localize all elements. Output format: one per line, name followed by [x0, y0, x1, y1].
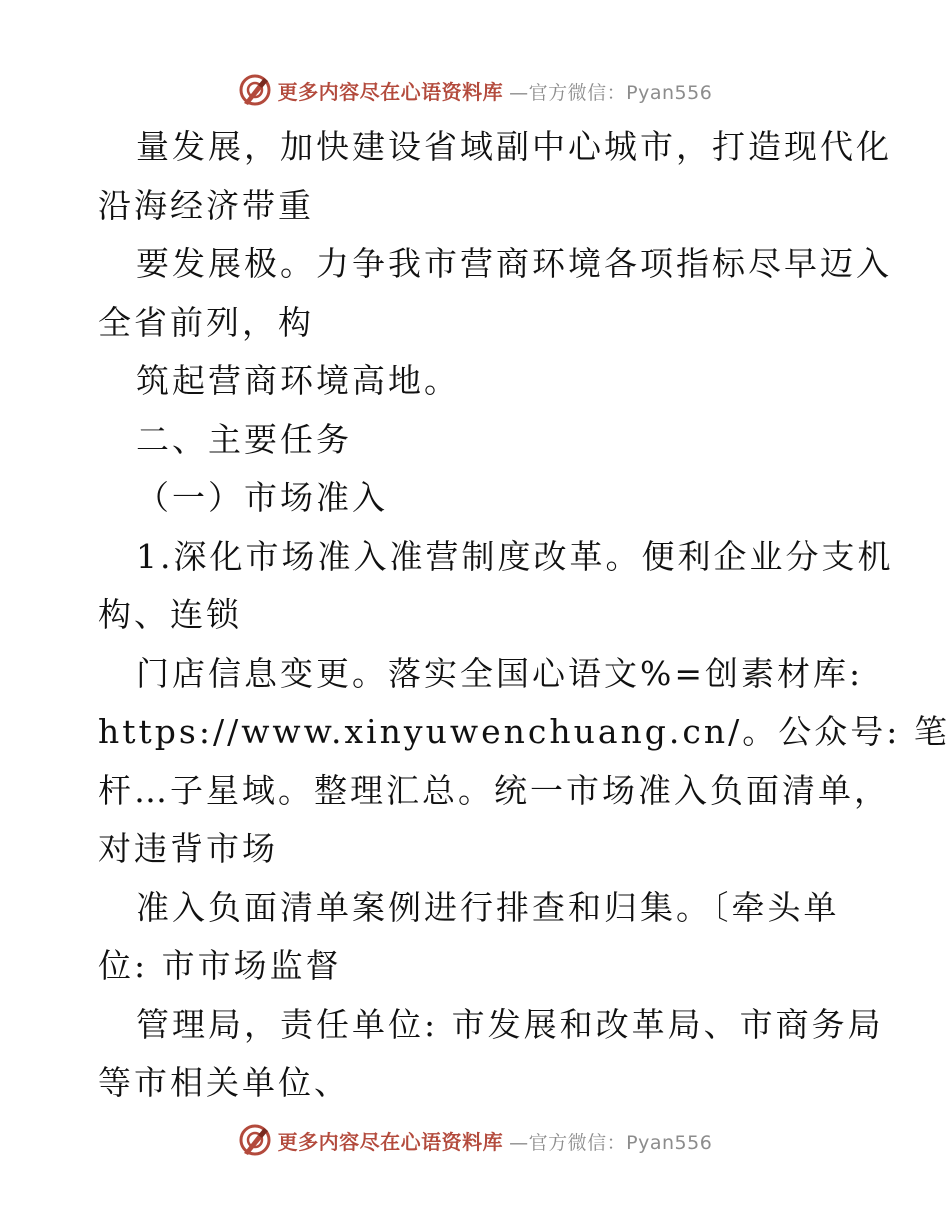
pen-logo-icon	[238, 73, 272, 107]
text-line: 要发展极。力争我市营商环境各项指标尽早迈入	[136, 244, 892, 283]
watermark-text	[278, 1126, 713, 1155]
text-line: 1.深化市场准入准营制度改革。便利企业分支机	[136, 536, 894, 576]
watermark-wechat: —官方微信：Pyan556	[509, 81, 713, 104]
text-line: 筑起营商环境高地。	[136, 361, 460, 400]
text-line: 构、连锁	[98, 595, 242, 634]
watermark-wechat: —官方微信：Pyan556	[509, 1131, 713, 1154]
text-line: 等市相关单位、	[98, 1063, 350, 1102]
text-line: 对违背市场	[98, 829, 278, 868]
watermark-main: 更多内容尽在心语资料库	[277, 79, 504, 104]
document-body	[98, 118, 950, 1113]
text-line: 全省前列，构	[98, 302, 314, 342]
text-line: 沿海经济带重	[98, 185, 314, 225]
text-line: 位: 市市场监督	[98, 946, 342, 985]
text-line: 门店信息变更。落实全国心语文%=创素材库:	[136, 653, 864, 693]
header-watermark	[0, 70, 950, 110]
text-line: https://www.xinyuwenchuang.cn/。公众号: 笔	[98, 712, 950, 751]
text-line: 量发展，加快建设省域副中心城市，打造现代化	[136, 127, 892, 166]
text-line: （一）市场准入	[136, 478, 388, 517]
text-line: 二、主要任务	[136, 419, 352, 459]
pen-logo-icon	[238, 1123, 272, 1157]
text-line: 管理局，责任单位: 市发展和改革局、市商务局	[136, 1004, 884, 1044]
watermark-main: 更多内容尽在心语资料库	[277, 1129, 504, 1154]
watermark-text	[278, 76, 713, 105]
text-line: 准入负面清单案例进行排查和归集。〔牵头单	[136, 887, 840, 927]
text-line: 杆…子星域。整理汇总。统一市场准入负面清单，	[98, 770, 890, 810]
footer-watermark	[0, 1120, 950, 1160]
